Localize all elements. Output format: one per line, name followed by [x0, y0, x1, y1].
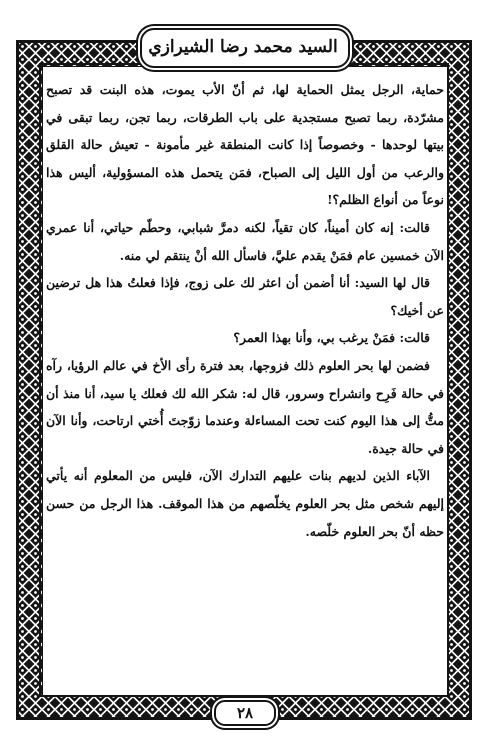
paragraph: حماية، الرجل يمثل الحماية لها، ثم أنّ الأب يموت، هذه البنت قد تصبح مشرّدة، ربما تصبح مستجدية على باب الطرقات، ربما تجن، ربما تبقى في بيتها لوحدها - وخصوصاً إذا كانت المنطقة غير مأمونة - تعيش حالة القلق والرعب من أول الليل إلى الصباح، فمَن يتحمل هذه المسؤولية، أليس هذا نوعاً من أنواع الظلم؟!	[46, 82, 444, 208]
paragraph: قالت: إنه كان أميناً، كان تقياً، لكنه دمرَّ شبابي، وحطّم حياتي، أنا عمري الآن خمسين عام فمَنْ يقدم عليَّ، فاسأل الله أنْ ينتقم لي منه.	[46, 219, 444, 263]
running-header: السيد محمد رضا الشيرازي	[148, 37, 338, 57]
page-body	[46, 76, 444, 545]
paragraph: قالت: فمَنْ يرغب بي، وأنا بهذا العمر؟	[233, 330, 430, 346]
paragraph: قال لها السيد: أنا أضمن أن اعثر لك على زوج، فإذا فعلتُ هذا هل ترضين عن أخيك؟	[46, 275, 444, 318]
page-number: ٢٨	[236, 704, 254, 722]
paragraph: فضمن لها بحر العلوم ذلك فزوجها، بعد فترة رأى الأخ في عالم الرؤيا، رآه في حالة فَرِح وانشراح وسرور، قال له: شكر الله لك فعلك يا سيد، أنا منذ أن متُّ إلى هذا اليوم كنت تحت المساءلة وعندما زوّجتَ أُختي ارتاحت، وأنا الآن في حالة جيدة.	[46, 357, 444, 456]
paragraph: الآباء الذين لديهم بنات عليهم التدارك الآن، فليس من المعلوم أنه يأتي إليهم شخص مثل بحر العلوم يخلّصهم من هذا الموقف. هذا الرجل من حسن حظه أنّ بحر العلوم خلّصه.	[46, 468, 444, 539]
